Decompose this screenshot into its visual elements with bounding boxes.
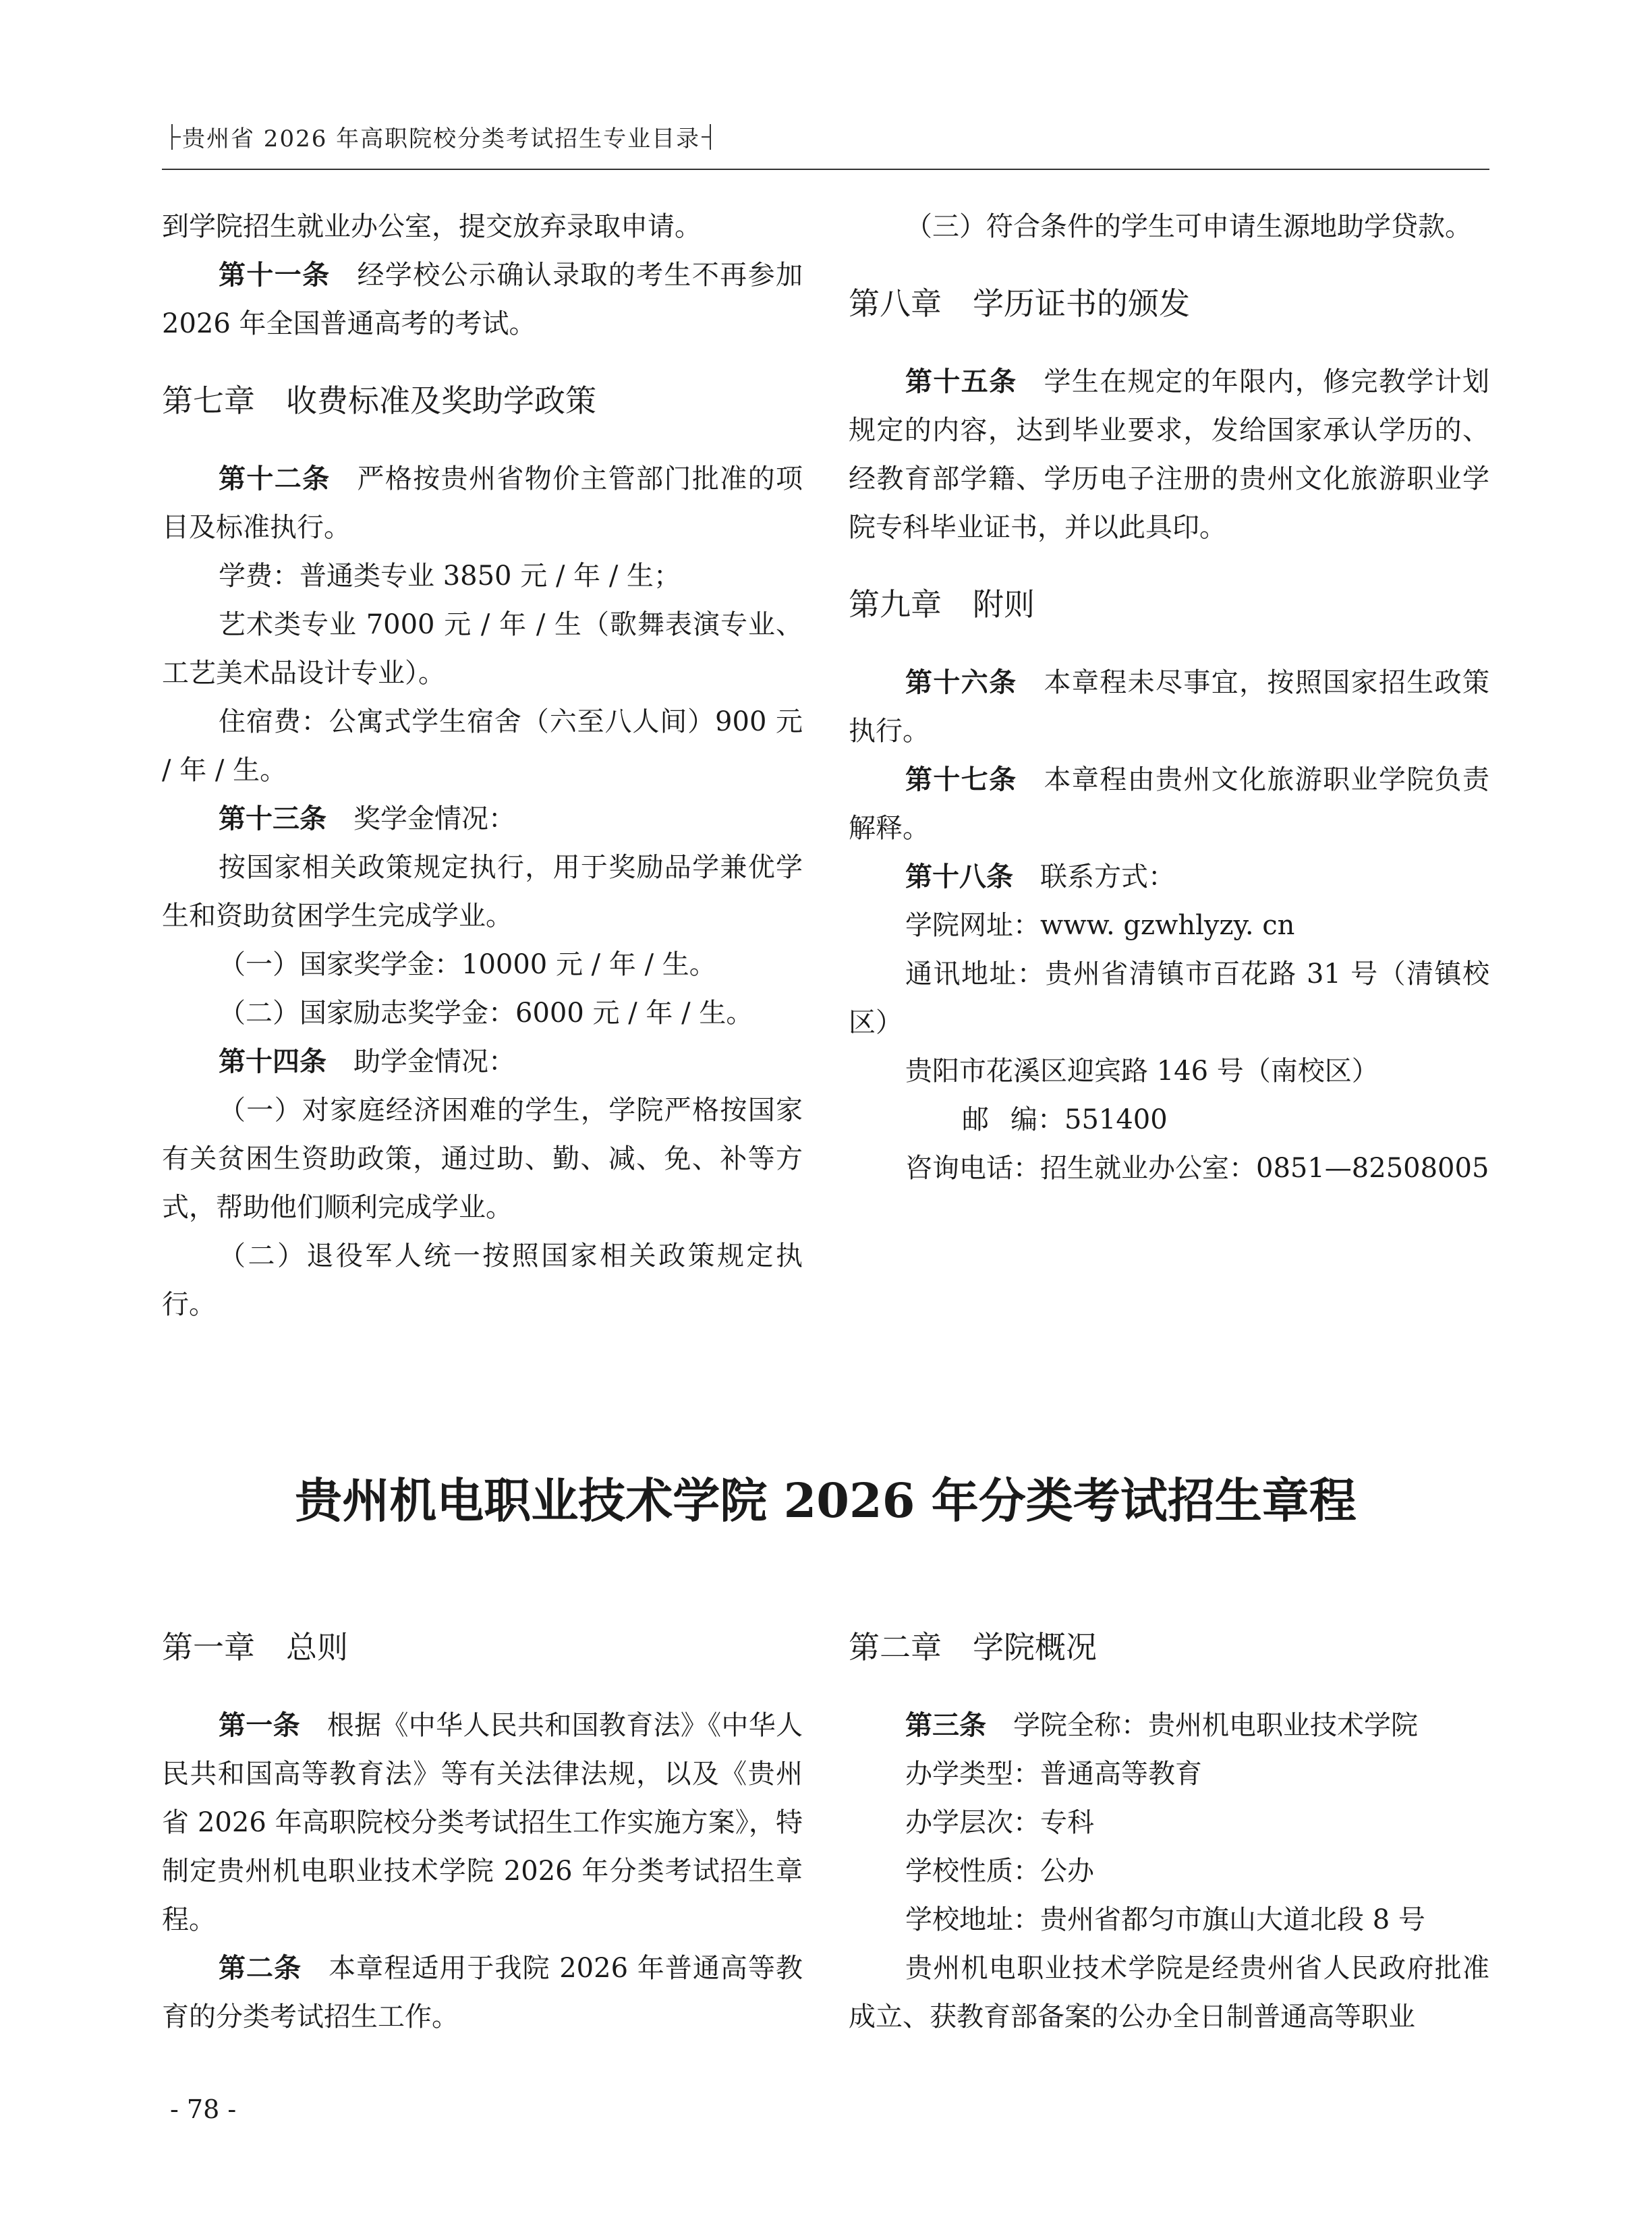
school-intro: 贵州机电职业技术学院是经贵州省人民政府批准成立、获教育部备案的公办全日制普通高等职业 — [849, 1953, 1489, 2032]
article-label: 第十八条 — [905, 861, 1013, 892]
paragraph: （三）符合条件的学生可申请生源地助学贷款。 — [905, 211, 1472, 242]
address-line: 贵阳市花溪区迎宾路 146 号（南校区） — [905, 1056, 1379, 1087]
article-13 — [162, 795, 803, 843]
article-label: 第十六条 — [905, 667, 1017, 698]
article-16 — [849, 658, 1489, 755]
running-title: 贵州省 2026 年高职院校分类考试招生专业目录 — [182, 125, 701, 152]
header-left-mark — [171, 124, 173, 150]
paragraph: （二）国家励志奖学金：6000 元 / 年 / 生。 — [219, 998, 753, 1029]
paragraph: 按国家相关政策规定执行，用于奖励品学兼优学生和资助贫困学生完成学业。 — [162, 852, 803, 932]
chapter-title: 附则 — [973, 586, 1035, 623]
paragraph: 艺术类专业 7000 元 / 年 / 生（歌舞表演专业、工艺美术品设计专业）。 — [162, 609, 803, 689]
zip-value: ：551400 — [1037, 1104, 1168, 1135]
chapter-title: 总则 — [286, 1629, 348, 1665]
article-label: 第三条 — [905, 1710, 986, 1741]
chapter-2-heading — [849, 1627, 1489, 1667]
article-text: 奖学金情况： — [353, 803, 515, 834]
article-text: 学院全称：贵州机电职业技术学院 — [1013, 1710, 1418, 1741]
article-label: 第十七条 — [905, 764, 1017, 795]
article-2 — [162, 1944, 803, 2041]
chapter-number: 第一章 — [162, 1629, 255, 1665]
article-15 — [849, 358, 1489, 552]
chapter-title: 收费标准及奖助学政策 — [286, 382, 596, 419]
article-label: 第十三条 — [219, 803, 326, 834]
header-right-mark — [710, 124, 711, 150]
article-text: 本章程由贵州文化旅游职业学院负责解释。 — [849, 764, 1490, 844]
chapter-9-heading — [849, 584, 1489, 625]
article-label: 第十五条 — [905, 366, 1017, 397]
section-title: 贵州机电职业技术学院 2026 年分类考试招生章程 — [295, 1473, 1357, 1529]
chapter-number: 第七章 — [162, 382, 255, 419]
bottom-left-column — [162, 1627, 803, 2041]
chapter-1-heading — [162, 1627, 803, 1667]
article-label: 第十二条 — [219, 463, 331, 494]
zip-line — [849, 1095, 1489, 1144]
chapter-8-heading — [849, 283, 1489, 324]
article-text: 助学金情况： — [353, 1046, 515, 1077]
article-12 — [162, 455, 803, 552]
article-text: 经学校公示确认录取的考生不再参加 2026 年全国普通高考的考试。 — [162, 260, 803, 339]
article-text: 本章程未尽事宜，按照国家招生政策执行。 — [849, 667, 1490, 747]
article-17 — [849, 755, 1489, 853]
article-label: 第十一条 — [219, 260, 331, 291]
top-left-column — [162, 202, 803, 1329]
article-text: 本章程适用于我院 2026 年普通高等教育的分类考试招生工作。 — [162, 1953, 803, 2032]
article-text: 学生在规定的年限内，修完教学计划规定的内容，达到毕业要求，发给国家承认学历的、经教育部学籍、学历电子注册的贵州文化旅游职业学院专科毕业证书，并以此具印。 — [849, 366, 1490, 543]
chapter-number: 第二章 — [849, 1629, 942, 1665]
article-label: 第二条 — [219, 1953, 302, 1984]
page-number: - 78 - — [170, 2094, 237, 2124]
article-text: 联系方式： — [1040, 861, 1175, 892]
paragraph: 到学院招生就业办公室，提交放弃录取申请。 — [162, 211, 702, 242]
paragraph: （一）对家庭经济困难的学生，学院严格按国家有关贫困生资助政策，通过助、勤、减、免、补等方式，帮助他们顺利完成学业。 — [162, 1095, 803, 1223]
article-11 — [162, 251, 803, 348]
article-3 — [849, 1701, 1489, 1750]
paragraph: 学费：普通类专业 3850 元 / 年 / 生； — [219, 561, 681, 592]
article-18 — [849, 853, 1489, 901]
chapter-7-heading — [162, 380, 803, 421]
article-label: 第一条 — [219, 1710, 300, 1741]
school-nature-line: 学校性质：公办 — [905, 1856, 1094, 1887]
chapter-title: 学院概况 — [973, 1629, 1097, 1665]
article-14 — [162, 1037, 803, 1086]
bottom-right-column — [849, 1627, 1489, 2041]
article-text: 严格按贵州省物价主管部门批准的项目及标准执行。 — [162, 463, 803, 543]
paragraph: 住宿费：公寓式学生宿舍（六至八人间）900 元 / 年 / 生。 — [162, 706, 803, 786]
paragraph: （二）退役军人统一按照国家相关政策规定执行。 — [162, 1240, 803, 1320]
running-header — [162, 120, 720, 153]
school-type-line: 办学类型：普通高等教育 — [905, 1759, 1202, 1790]
address-line: 通讯地址：贵州省清镇市百花路 31 号（清镇校区） — [849, 959, 1489, 1038]
article-text: 根据《中华人民共和国教育法》《中华人民共和国高等教育法》等有关法律法规，以及《贵州省 2026 年高职院校分类考试招生工作实施方案》，特制定贵州机电职业技术学院 2026 年分类考试招生章程。 — [162, 1710, 803, 1935]
phone-line: 咨询电话：招生就业办公室：0851—82508005 — [905, 1153, 1489, 1184]
header-rule — [162, 169, 1489, 170]
top-right-column — [849, 202, 1489, 1193]
article-1 — [162, 1701, 803, 1944]
school-address-line: 学校地址：贵州省都匀市旗山大道北段 8 号 — [905, 1904, 1425, 1935]
paragraph: （一）国家奖学金：10000 元 / 年 / 生。 — [219, 949, 716, 980]
chapter-title: 学历证书的颁发 — [973, 285, 1190, 322]
chapter-number: 第九章 — [849, 586, 942, 623]
website-line: 学院网址：www. gzwhlyzy. cn — [905, 910, 1295, 941]
zip-label: 邮编 — [962, 1104, 1037, 1135]
school-level-line: 办学层次：专科 — [905, 1807, 1094, 1838]
article-label: 第十四条 — [219, 1046, 326, 1077]
chapter-number: 第八章 — [849, 285, 942, 322]
